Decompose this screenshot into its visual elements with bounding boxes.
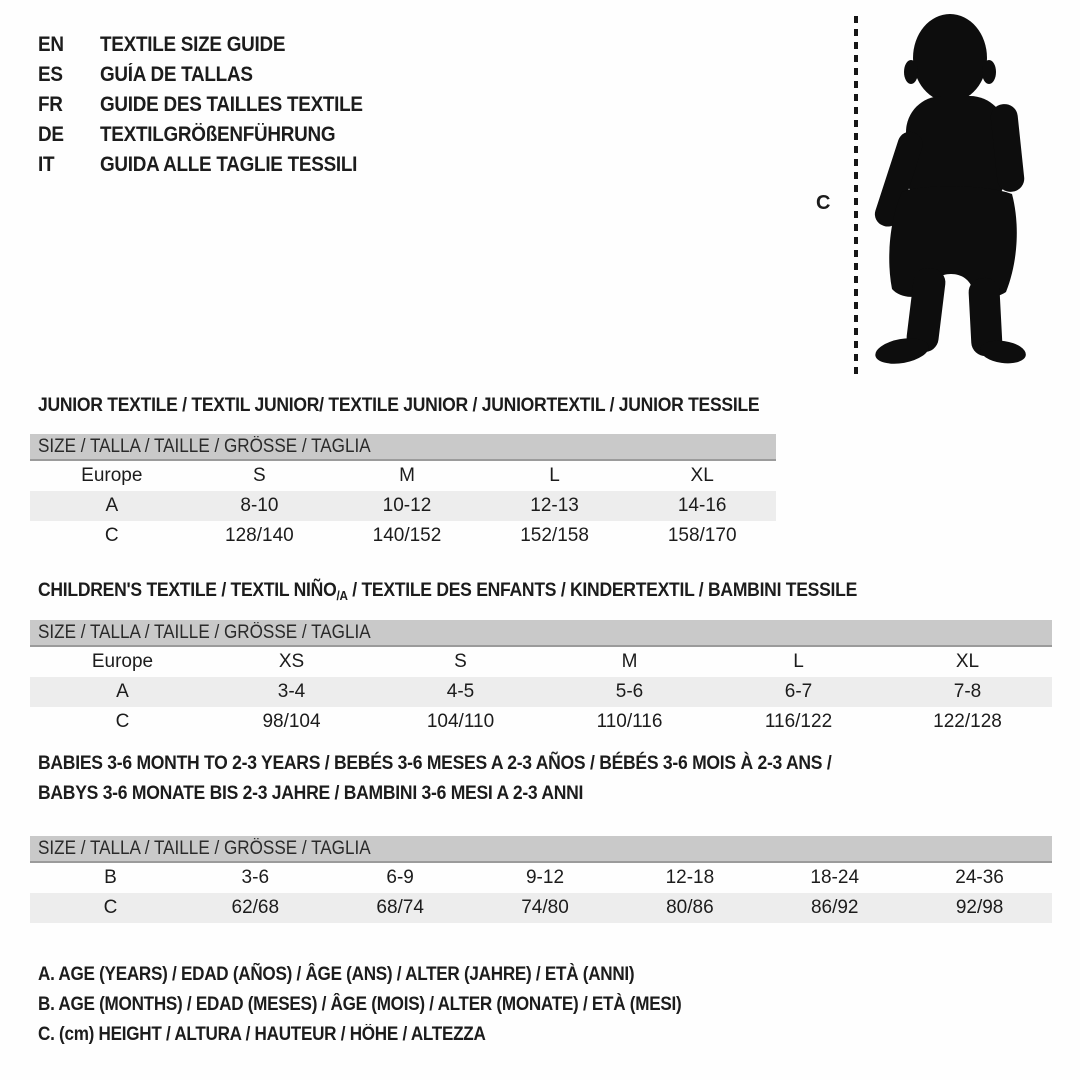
table-row-age-years [30,491,776,521]
title-subscript: /A [336,588,348,603]
age-cell: 7-8 [953,681,982,702]
row-label: B [104,867,117,888]
legend-line-a: A. AGE (YEARS) / EDAD (AÑOS) / ÂGE (ANS) / ALTER (JAHRE) / ETÀ (ANNI) [38,964,635,985]
children-size-table [30,620,1052,737]
babies-size-table [30,836,1052,923]
row-label: A [116,681,129,702]
language-title-list [38,30,392,180]
age-cell: 14-16 [677,495,727,516]
page-title-fr: GUIDE DES TAILLES TEXTILE [100,93,363,116]
legend [38,960,753,1050]
height-cell: 128/140 [225,525,294,546]
language-code-es: ES [38,63,63,86]
page-title-it: GUIDA ALLE TAGLIE TESSILI [100,153,358,176]
baby-figure-graphic [790,0,1080,390]
row-label: A [105,495,119,516]
language-code-de: DE [38,123,64,146]
height-measure-label: C [816,192,831,214]
age-cell: 12-13 [530,495,579,516]
size-cell: L [793,651,804,672]
height-cell: 62/68 [231,897,280,918]
language-code-en: EN [38,33,64,56]
height-cell: 122/128 [933,711,1002,732]
height-cell: 104/110 [426,711,495,732]
size-cell: S [454,651,467,672]
section-title-babies: BABIES 3-6 MONTH TO 2-3 YEARS / BEBÉS 3-6 MESES A 2-3 AÑOS / BÉBÉS 3-6 MOIS À 2-3 ANS / BABYS 3-6 MONATE BIS 2-3 JAHRE / BAMBINI 3-6 MESI A 2-3 ANNI [38,752,832,804]
row-label: C [104,525,119,546]
table-row-height-cm [30,893,1052,923]
language-row-it [38,150,392,180]
row-label: Europe [91,651,154,672]
height-cell: 80/86 [666,897,714,918]
height-cell: 152/158 [520,525,589,546]
size-cell: L [549,465,560,486]
height-cell: 110/116 [596,711,663,732]
table-row-height-cm [30,707,1052,737]
size-cell: XL [690,465,714,486]
language-code-fr: FR [38,93,63,116]
row-label: C [103,897,118,918]
legend-line-c: C. (cm) HEIGHT / ALTURA / HAUTEUR / HÖHE / ALTEZZA [38,1024,486,1045]
section-title-children: CHILDREN'S TEXTILE / TEXTIL $NIÑO_{/A}$ / TEXTILE DES ENFANTS / KINDERTEXTIL / BAMBINI TESSILE [38,579,858,603]
table-row-europe [30,461,776,491]
age-cell: 3-4 [277,681,306,702]
language-row-fr [38,90,392,120]
height-cell: 140/152 [372,525,442,546]
table-row-height-cm [30,521,776,551]
height-cell: 116/122 [764,711,833,732]
size-cell: XL [955,651,980,672]
language-row-en [38,30,392,60]
size-cell: XS [278,651,305,672]
page-title-de: TEXTILGRÖßENFÜHRUNG [100,123,336,146]
row-label: Europe [81,465,143,486]
height-cell: 68/74 [376,897,424,918]
age-cell: 4-5 [446,681,475,702]
age-cell: 5-6 [615,681,644,702]
height-cell: 86/92 [810,897,859,918]
age-cell: 9-12 [525,867,565,888]
size-cell: M [621,651,638,672]
toddler-silhouette-icon [872,14,1028,368]
language-code-it: IT [38,153,55,176]
age-cell: 12-18 [665,867,715,888]
height-cell: 74/80 [521,897,569,918]
age-cell: 18-24 [810,867,860,888]
row-label: C [115,711,130,732]
height-cell: 158/170 [667,525,737,546]
language-row-es [38,60,392,90]
size-cell: S [253,465,266,486]
height-cell: 92/98 [955,897,1004,918]
size-header-band: SIZE / TALLA / TAILLE / GRÖSSE / TAGLIA [30,434,776,461]
size-cell: M [399,465,415,486]
language-row-de [38,120,392,150]
age-cell: 6-7 [784,681,813,702]
table-row-europe [30,647,1052,677]
junior-size-table [30,434,776,551]
table-row-age-months [30,863,1052,893]
size-header-band: SIZE / TALLA / TAILLE / GRÖSSE / TAGLIA [30,836,1052,863]
page-title-es: GUÍA DE TALLAS [100,63,253,86]
age-cell: 6-9 [386,867,414,888]
legend-line-b: B. AGE (MONTHS) / EDAD (MESES) / ÂGE (MOIS) / ALTER (MONATE) / ETÀ (MESI) [38,994,682,1015]
size-header-band: SIZE / TALLA / TAILLE / GRÖSSE / TAGLIA [30,620,1052,647]
age-cell: 10-12 [382,495,432,516]
height-cell: 98/104 [262,711,321,732]
age-cell: 24-36 [955,867,1004,888]
age-cell: 8-10 [240,495,279,516]
section-title-junior: JUNIOR TEXTILE / TEXTIL JUNIOR/ TEXTILE JUNIOR / JUNIORTEXTIL / JUNIOR TESSILE [38,394,760,416]
table-row-age-years [30,677,1052,707]
page-title-en: TEXTILE SIZE GUIDE [100,33,286,56]
age-cell: 3-6 [241,867,270,888]
